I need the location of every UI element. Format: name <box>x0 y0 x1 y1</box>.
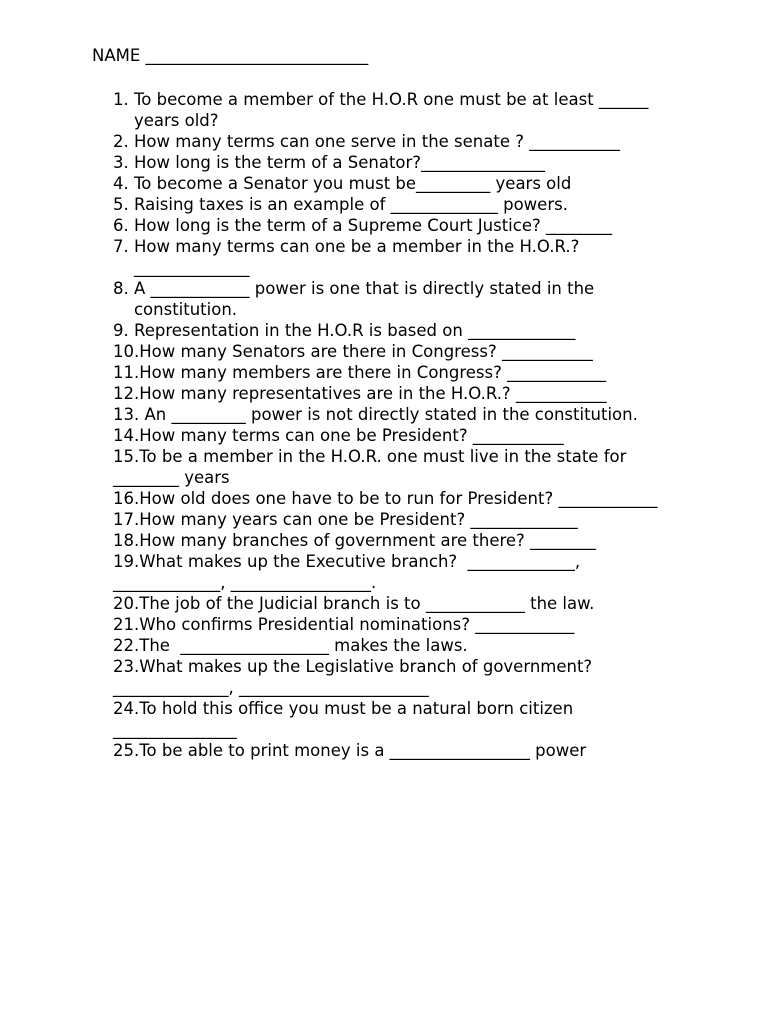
question-line: _______________ <box>113 720 237 739</box>
question-line: 20.The job of the Judicial branch is to ____________ the law. <box>113 594 595 613</box>
question-line: ________ years <box>113 468 230 487</box>
question-line: 7. How many terms can one be a member in the H.O.R.? <box>113 237 580 256</box>
question-line: ______________, _______________________ <box>113 678 429 697</box>
question-line: ______________ <box>113 258 250 277</box>
question-line: 5. Raising taxes is an example of _____________ powers. <box>113 195 568 214</box>
question-line: 16.How old does one have to be to run for President? ____________ <box>113 489 658 508</box>
question-line: 18.How many branches of government are there? ________ <box>113 531 597 550</box>
question-line: 4. To become a Senator you must be_________ years old <box>113 174 572 193</box>
question-line: years old? <box>113 111 219 130</box>
question-line: constitution. <box>113 300 238 319</box>
name-field-label: NAME ___________________________ <box>92 46 369 65</box>
question-line: 25.To be able to print money is a _________________ power <box>113 741 587 760</box>
question-line: 19.What makes up the Executive branch? _____________, <box>113 552 581 571</box>
question-line: 15.To be a member in the H.O.R. one must live in the state for <box>113 447 627 466</box>
question-line: 12.How many representatives are in the H.O.R.? ___________ <box>113 384 607 403</box>
question-line: 9. Representation in the H.O.R is based on _____________ <box>113 321 576 340</box>
question-line: 17.How many years can one be President? _____________ <box>113 510 578 529</box>
question-line: 3. How long is the term of a Senator?_______________ <box>113 153 545 172</box>
question-line: _____________, _________________. <box>113 573 377 592</box>
question-line: 14.How many terms can one be President? ___________ <box>113 426 564 445</box>
question-line: 13. An _________ power is not directly stated in the constitution. <box>113 405 638 424</box>
question-list <box>113 89 713 761</box>
question-line: 8. A ____________ power is one that is directly stated in the <box>113 279 595 298</box>
question-line: 22.The __________________ makes the laws. <box>113 636 468 655</box>
question-line: 21.Who confirms Presidential nominations? ____________ <box>113 615 575 634</box>
question-line: 6. How long is the term of a Supreme Court Justice? ________ <box>113 216 612 235</box>
question-line: 10.How many Senators are there in Congress? ___________ <box>113 342 593 361</box>
question-line: 11.How many members are there in Congress? ____________ <box>113 363 607 382</box>
question-line: 24.To hold this office you must be a natural born citizen <box>113 699 574 718</box>
question-line: 23.What makes up the Legislative branch of government? <box>113 657 593 676</box>
question-line: 2. How many terms can one serve in the senate ? ___________ <box>113 132 620 151</box>
question-line: 1. To become a member of the H.O.R one must be at least ______ <box>113 90 649 109</box>
